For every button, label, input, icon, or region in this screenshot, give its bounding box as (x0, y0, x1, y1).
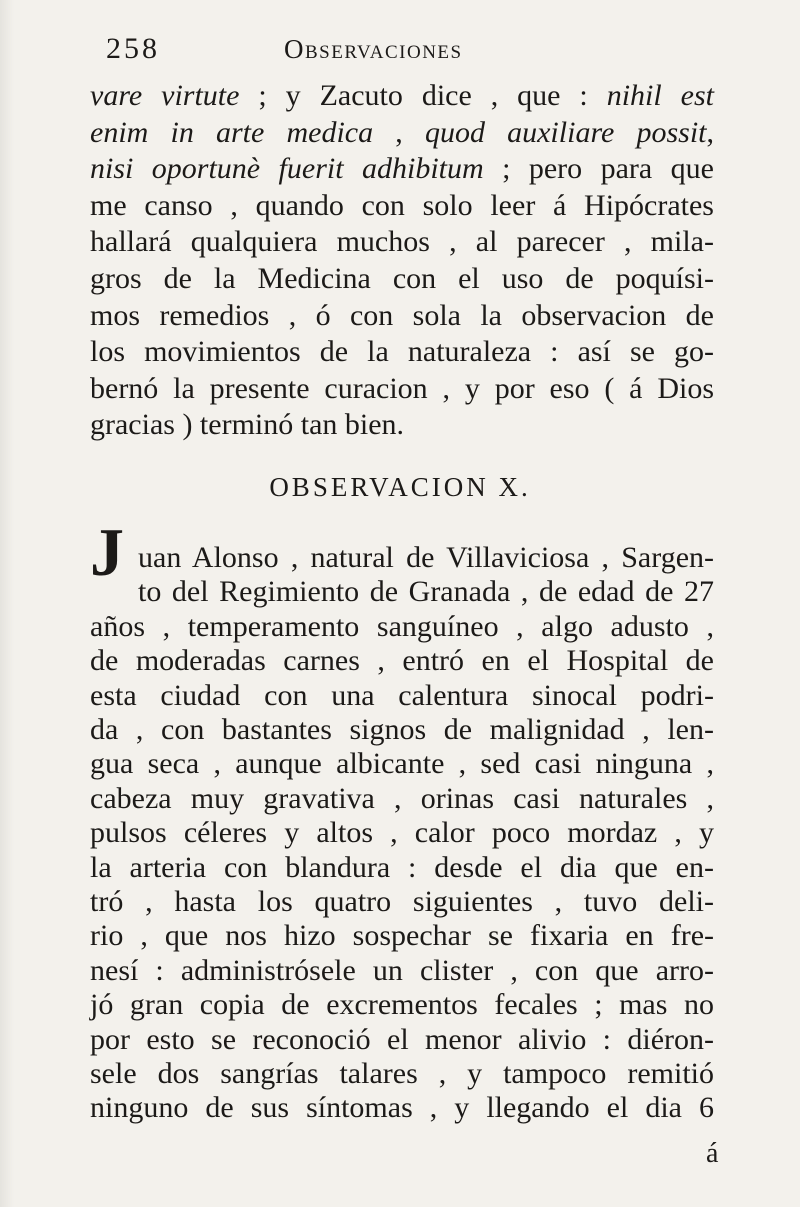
italic-run: vare virtute (90, 79, 240, 112)
italic-run: enim in arte medica (90, 115, 374, 149)
text-line (90, 188, 714, 224)
text-line: la arteria con blandura : desde el dia que en- (90, 850, 714, 884)
page-header (106, 32, 706, 72)
text-line: años , temperamento sanguíneo , algo adusto , (90, 609, 714, 643)
text-run: bernó la presente curacion , y por eso ( á Dios (90, 371, 714, 405)
text-run: me canso , quando con solo leer á Hipócrates (90, 188, 714, 222)
text-run: mos remedios , ó con sola la observacion de (90, 298, 714, 332)
section-title: OBSERVACION X. (269, 472, 531, 502)
text-run: hallará qualquiera muchos , al parecer , mila- (90, 225, 714, 259)
text-line: pulsos céleres y altos , calor poco mordaz , y (90, 816, 714, 850)
text-line: ninguno de sus síntomas , y llegando el dia 6 (90, 1091, 714, 1125)
text-line: esta ciudad con una calentura sinocal podri- (90, 678, 714, 712)
text-line: rio , que nos hizo sospechar se fixaria en fre- (90, 919, 714, 953)
text-run: , (706, 115, 715, 149)
text-line (90, 407, 714, 443)
text-line (90, 371, 714, 407)
text-line (90, 298, 714, 334)
italic-run: nihil est (606, 79, 714, 112)
text-line: tró , hasta los quatro siguientes , tuvo deli- (90, 885, 714, 918)
text-run: ; y Zacuto dice , que : (239, 79, 607, 112)
text-line: nesí : administrósele un clister , con que arro- (90, 953, 714, 987)
text-line: uan Alonso , natural de Villaviciosa , Sargen- (138, 541, 714, 574)
text-run: gracias ) terminó tan bien. (90, 408, 405, 442)
text-line (90, 78, 714, 114)
text-line (90, 224, 714, 260)
text-line: jó gran copia de excrementos fecales ; mas no (90, 988, 714, 1022)
text-line: cabeza muy gravativa , orinas casi naturales , (90, 781, 714, 815)
italic-run: nisi oportunè fuerit adhibitum (90, 152, 484, 186)
text-line: da , con bastantes signos de malignidad , len- (90, 713, 714, 746)
text-run: ; pero para que (483, 152, 714, 186)
text-line (90, 334, 714, 370)
page-number: 258 (106, 32, 160, 65)
text-line (90, 151, 714, 187)
catchword: á (706, 1138, 719, 1169)
text-line: por esto se reconoció el menor alivio : diéron- (90, 1022, 714, 1056)
text-run: gros de la Medicina con el uso de poquísi- (90, 262, 714, 295)
text-run: , (373, 115, 425, 149)
text-line: to del Regimiento de Granada , de edad de 27 (138, 575, 714, 609)
text-run: los movimientos de la naturaleza : así se go- (90, 335, 714, 369)
text-line: gua seca , aunque albicante , sed casi ninguna , (90, 747, 714, 781)
running-head: Observaciones (284, 34, 463, 64)
italic-run: quod auxiliare possit (424, 115, 707, 149)
text-line: sele dos sangrías talares , y tampoco remitió (90, 1057, 714, 1090)
text-line (90, 261, 714, 297)
text-line (90, 115, 714, 151)
drop-cap: J (90, 514, 124, 590)
text-line: de moderadas carnes , entró en el Hospital de (90, 644, 714, 678)
